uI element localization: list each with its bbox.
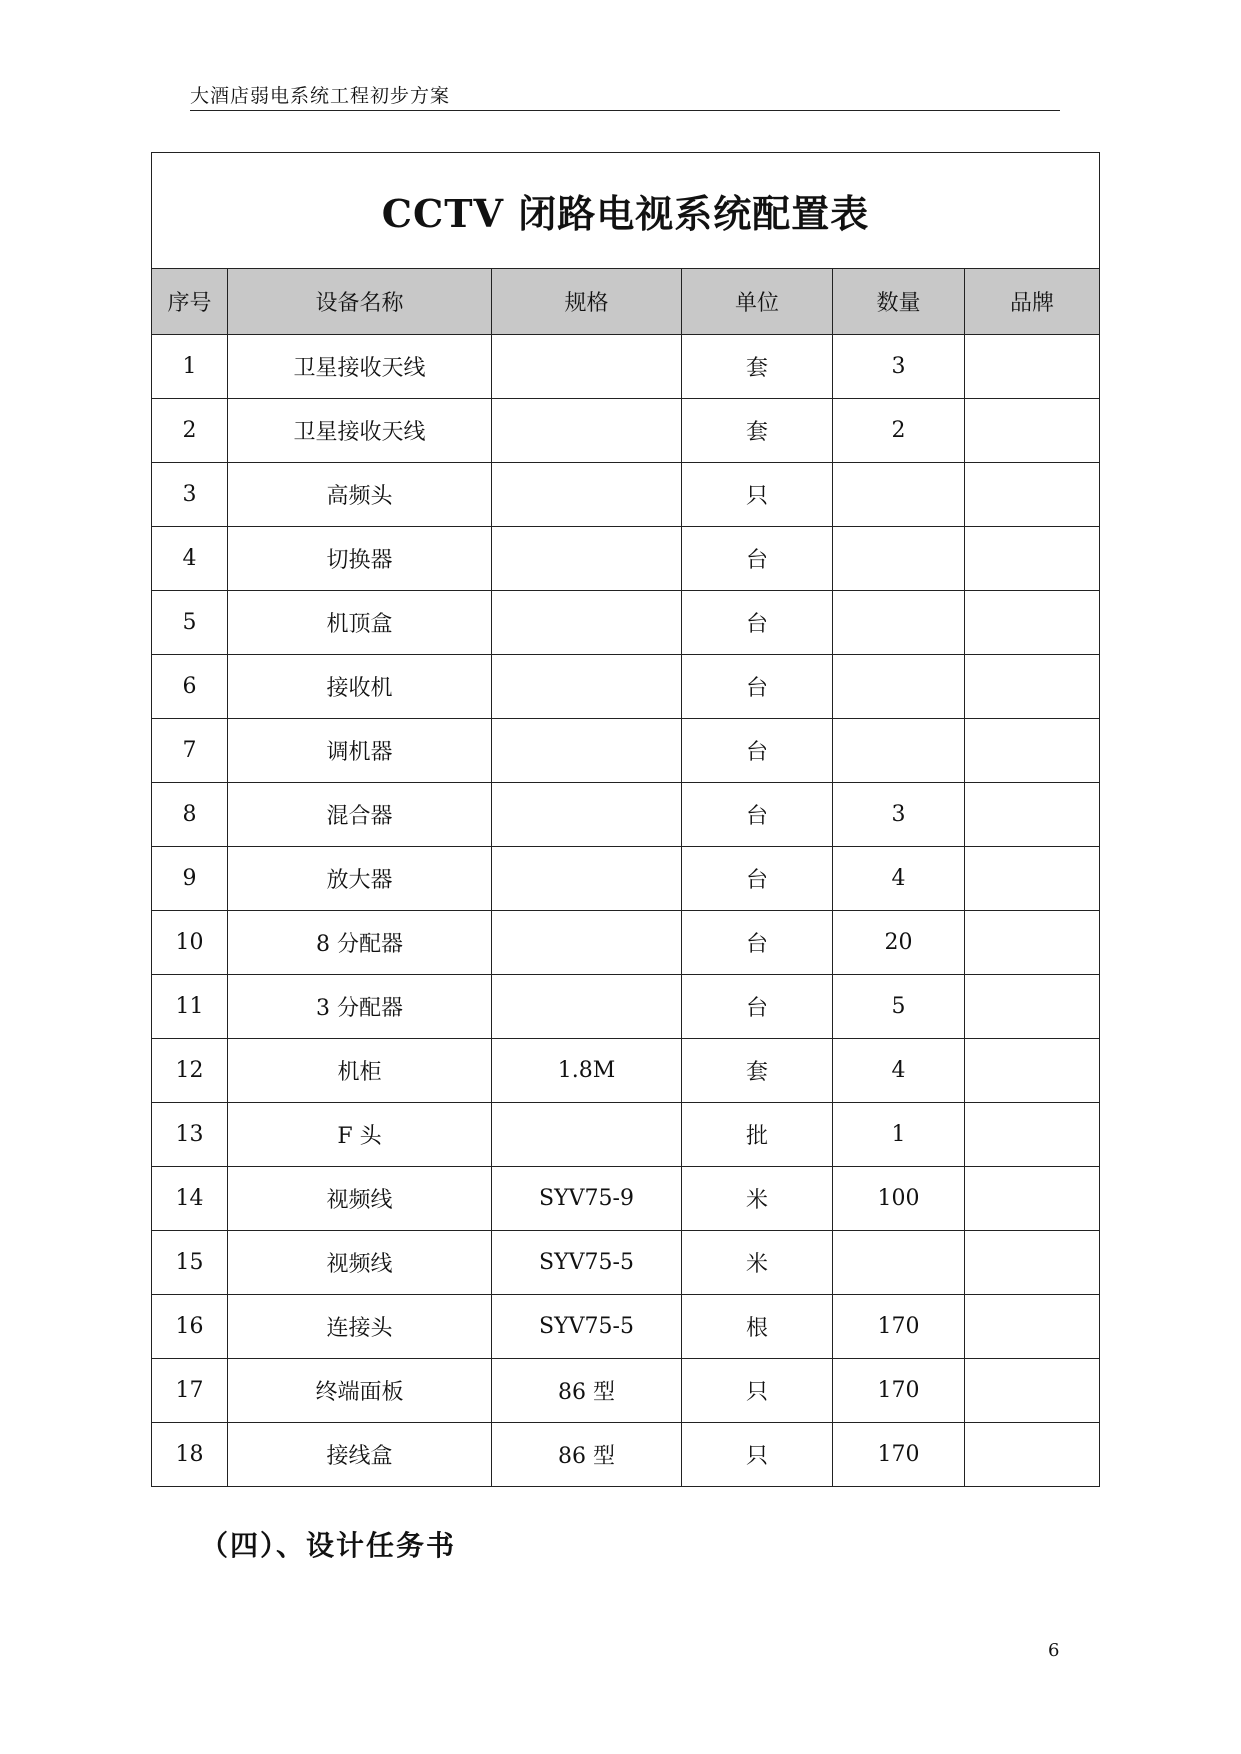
cell-quantity: 5 xyxy=(833,975,965,1039)
cell-unit: 套 xyxy=(682,1039,833,1103)
cell-quantity: 100 xyxy=(833,1167,965,1231)
cell-index: 14 xyxy=(152,1167,228,1231)
cell-brand xyxy=(965,719,1100,783)
cell-index: 8 xyxy=(152,783,228,847)
cell-unit: 只 xyxy=(682,463,833,527)
cell-index: 4 xyxy=(152,527,228,591)
cell-spec: SYV75-5 xyxy=(492,1295,682,1359)
table-row xyxy=(152,591,1100,655)
column-header-unit: 单位 xyxy=(682,269,833,335)
cell-device-name: 8 分配器 xyxy=(228,911,492,975)
table-row xyxy=(152,527,1100,591)
table-row xyxy=(152,847,1100,911)
cell-quantity xyxy=(833,719,965,783)
cell-brand xyxy=(965,911,1100,975)
cell-brand xyxy=(965,655,1100,719)
cell-index: 10 xyxy=(152,911,228,975)
cell-brand xyxy=(965,1167,1100,1231)
cell-quantity xyxy=(833,463,965,527)
cell-device-name: 调机器 xyxy=(228,719,492,783)
cell-index: 2 xyxy=(152,399,228,463)
table-row xyxy=(152,719,1100,783)
cell-unit: 批 xyxy=(682,1103,833,1167)
cell-index: 6 xyxy=(152,655,228,719)
cell-brand xyxy=(965,591,1100,655)
cell-device-name: 接线盒 xyxy=(228,1423,492,1487)
table-row xyxy=(152,1167,1100,1231)
cell-spec xyxy=(492,655,682,719)
cell-index: 7 xyxy=(152,719,228,783)
column-header-brand: 品牌 xyxy=(965,269,1100,335)
cell-spec xyxy=(492,1103,682,1167)
cell-quantity: 20 xyxy=(833,911,965,975)
cell-index: 11 xyxy=(152,975,228,1039)
cell-device-name: 混合器 xyxy=(228,783,492,847)
cell-device-name: 高频头 xyxy=(228,463,492,527)
cell-index: 13 xyxy=(152,1103,228,1167)
cell-unit: 根 xyxy=(682,1295,833,1359)
cell-unit: 台 xyxy=(682,911,833,975)
cell-brand xyxy=(965,1103,1100,1167)
table-row xyxy=(152,911,1100,975)
cell-quantity xyxy=(833,527,965,591)
cell-device-name: F 头 xyxy=(228,1103,492,1167)
table-title: CCTV 闭路电视系统配置表 xyxy=(152,153,1100,269)
cell-device-name: 卫星接收天线 xyxy=(228,399,492,463)
cell-quantity xyxy=(833,591,965,655)
cell-spec: SYV75-5 xyxy=(492,1231,682,1295)
cell-unit: 米 xyxy=(682,1167,833,1231)
cell-device-name: 连接头 xyxy=(228,1295,492,1359)
cell-index: 9 xyxy=(152,847,228,911)
cctv-config-table xyxy=(151,152,1100,1487)
column-header-device-name: 设备名称 xyxy=(228,269,492,335)
cell-unit: 台 xyxy=(682,847,833,911)
cell-spec: 1.8M xyxy=(492,1039,682,1103)
table-row xyxy=(152,335,1100,399)
cell-brand xyxy=(965,847,1100,911)
table-row xyxy=(152,463,1100,527)
cell-quantity: 4 xyxy=(833,1039,965,1103)
cell-brand xyxy=(965,975,1100,1039)
column-header-index: 序号 xyxy=(152,269,228,335)
cell-device-name: 终端面板 xyxy=(228,1359,492,1423)
table-row xyxy=(152,399,1100,463)
cell-device-name: 放大器 xyxy=(228,847,492,911)
cell-index: 5 xyxy=(152,591,228,655)
page-number: 6 xyxy=(1048,1640,1060,1661)
table-row xyxy=(152,783,1100,847)
cell-brand xyxy=(965,527,1100,591)
table-row xyxy=(152,655,1100,719)
cell-index: 15 xyxy=(152,1231,228,1295)
cell-spec xyxy=(492,719,682,783)
cell-device-name: 3 分配器 xyxy=(228,975,492,1039)
section-heading: （四）、设计任务书 xyxy=(200,1529,457,1562)
cell-device-name: 机顶盒 xyxy=(228,591,492,655)
cell-quantity: 2 xyxy=(833,399,965,463)
cell-unit: 套 xyxy=(682,335,833,399)
cell-brand xyxy=(965,1423,1100,1487)
cell-spec xyxy=(492,847,682,911)
cell-quantity xyxy=(833,655,965,719)
table-row xyxy=(152,1359,1100,1423)
cell-brand xyxy=(965,1231,1100,1295)
cell-device-name: 视频线 xyxy=(228,1167,492,1231)
cell-unit: 只 xyxy=(682,1423,833,1487)
cell-unit: 套 xyxy=(682,399,833,463)
cell-spec xyxy=(492,399,682,463)
cell-spec: 86 型 xyxy=(492,1359,682,1423)
cell-quantity xyxy=(833,1231,965,1295)
cell-quantity: 170 xyxy=(833,1295,965,1359)
cell-index: 18 xyxy=(152,1423,228,1487)
cell-quantity: 170 xyxy=(833,1359,965,1423)
cell-index: 3 xyxy=(152,463,228,527)
cell-quantity: 3 xyxy=(833,783,965,847)
cell-brand xyxy=(965,463,1100,527)
cell-brand xyxy=(965,1359,1100,1423)
cell-unit: 台 xyxy=(682,783,833,847)
cell-unit: 只 xyxy=(682,1359,833,1423)
table-row xyxy=(152,1231,1100,1295)
cell-device-name: 切换器 xyxy=(228,527,492,591)
column-header-quantity: 数量 xyxy=(833,269,965,335)
cell-spec xyxy=(492,783,682,847)
cell-quantity: 1 xyxy=(833,1103,965,1167)
cell-device-name: 视频线 xyxy=(228,1231,492,1295)
cell-spec xyxy=(492,911,682,975)
cell-unit: 台 xyxy=(682,975,833,1039)
cell-spec: 86 型 xyxy=(492,1423,682,1487)
cell-brand xyxy=(965,335,1100,399)
cell-index: 12 xyxy=(152,1039,228,1103)
cell-spec xyxy=(492,335,682,399)
cell-quantity: 170 xyxy=(833,1423,965,1487)
table-row xyxy=(152,1295,1100,1359)
cell-index: 16 xyxy=(152,1295,228,1359)
cell-device-name: 卫星接收天线 xyxy=(228,335,492,399)
column-header-spec: 规格 xyxy=(492,269,682,335)
table-row xyxy=(152,975,1100,1039)
cell-index: 1 xyxy=(152,335,228,399)
cell-brand xyxy=(965,399,1100,463)
cell-unit: 台 xyxy=(682,591,833,655)
cell-brand xyxy=(965,1039,1100,1103)
cell-unit: 台 xyxy=(682,527,833,591)
cell-spec xyxy=(492,463,682,527)
cell-brand xyxy=(965,783,1100,847)
cell-spec xyxy=(492,975,682,1039)
cell-spec xyxy=(492,527,682,591)
cell-unit: 米 xyxy=(682,1231,833,1295)
cell-device-name: 机柜 xyxy=(228,1039,492,1103)
running-header: 大酒店弱电系统工程初步方案 xyxy=(190,84,1060,111)
cell-device-name: 接收机 xyxy=(228,655,492,719)
table-header-row xyxy=(152,269,1100,335)
cell-quantity: 4 xyxy=(833,847,965,911)
cell-unit: 台 xyxy=(682,719,833,783)
table-row xyxy=(152,1039,1100,1103)
cell-spec: SYV75-9 xyxy=(492,1167,682,1231)
cell-quantity: 3 xyxy=(833,335,965,399)
cell-spec xyxy=(492,591,682,655)
cell-brand xyxy=(965,1295,1100,1359)
table-row xyxy=(152,1423,1100,1487)
table-row xyxy=(152,1103,1100,1167)
cell-index: 17 xyxy=(152,1359,228,1423)
cell-unit: 台 xyxy=(682,655,833,719)
